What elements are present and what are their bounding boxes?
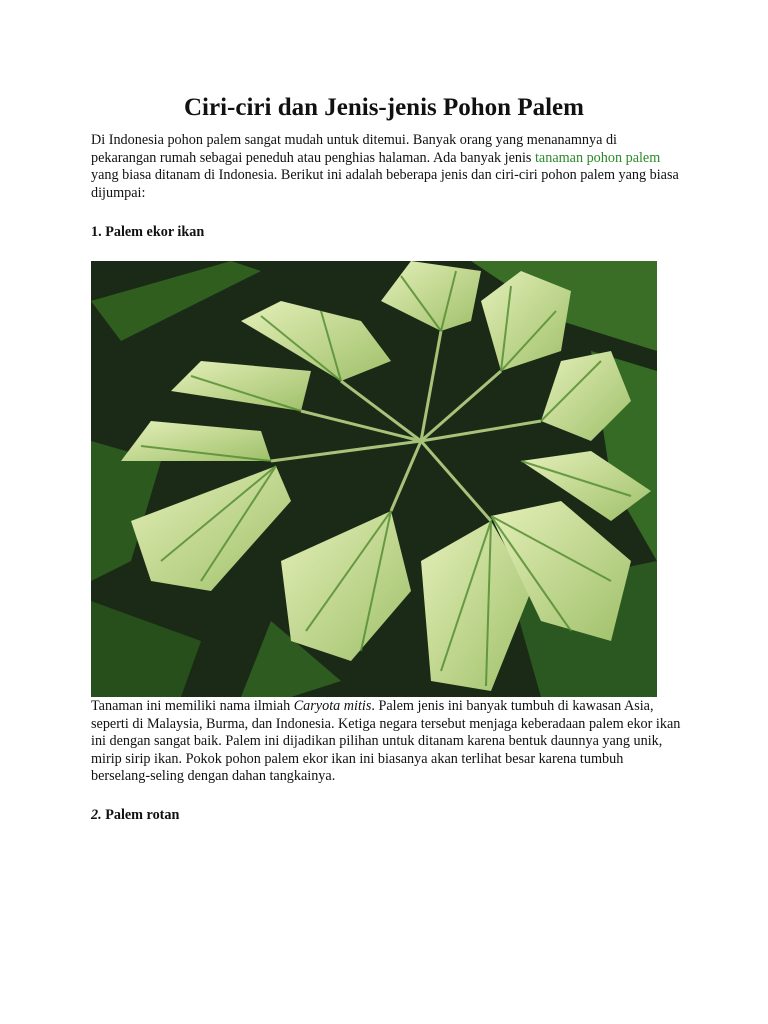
section-1-text-start: Tanaman ini memiliki nama ilmiah — [91, 698, 294, 714]
section-1-paragraph — [91, 698, 681, 786]
section-heading-1: 1. Palem ekor ikan — [91, 224, 205, 240]
fishtail-palm-image — [91, 261, 657, 697]
intro-text-start: Di Indonesia pohon palem sangat mudah untuk ditemui. Banyak orang yang menanamnya di pekarangan rumah sebagai peneduh atau penghias halaman. Ada banyak jenis — [91, 132, 617, 166]
intro-paragraph — [91, 132, 681, 202]
page-title: Ciri-ciri dan Jenis-jenis Pohon Palem — [184, 94, 584, 121]
section-1-text-end: . Palem jenis ini banyak tumbuh di kawasan Asia, seperti di Malaysia, Burma, dan Indonesia. Ketiga negara tersebut menjaga keberadaan palem ekor ikan ini dengan sangat baik. Palem ini dijadikan pilihan untuk ditanam karena bentuk daunnya yang unik, mirip sirip ikan. Pokok pohon palem ekor ikan ini biasanya akan terlihat besar karena tumbuh berselang-seling dengan dahan tangkainya. — [91, 698, 681, 784]
palm-leaves-illustration — [91, 261, 657, 697]
section-2-number: 2. — [91, 807, 102, 823]
plant-link[interactable]: tanaman pohon palem — [534, 149, 661, 166]
intro-text-end: yang biasa ditanam di Indonesia. Berikut ini adalah beberapa jenis dan ciri-ciri pohon palem yang biasa dijumpai: — [91, 167, 679, 201]
section-heading-2 — [91, 806, 179, 824]
scientific-name: Caryota mitis — [293, 698, 372, 714]
section-2-title: Palem rotan — [101, 807, 180, 823]
